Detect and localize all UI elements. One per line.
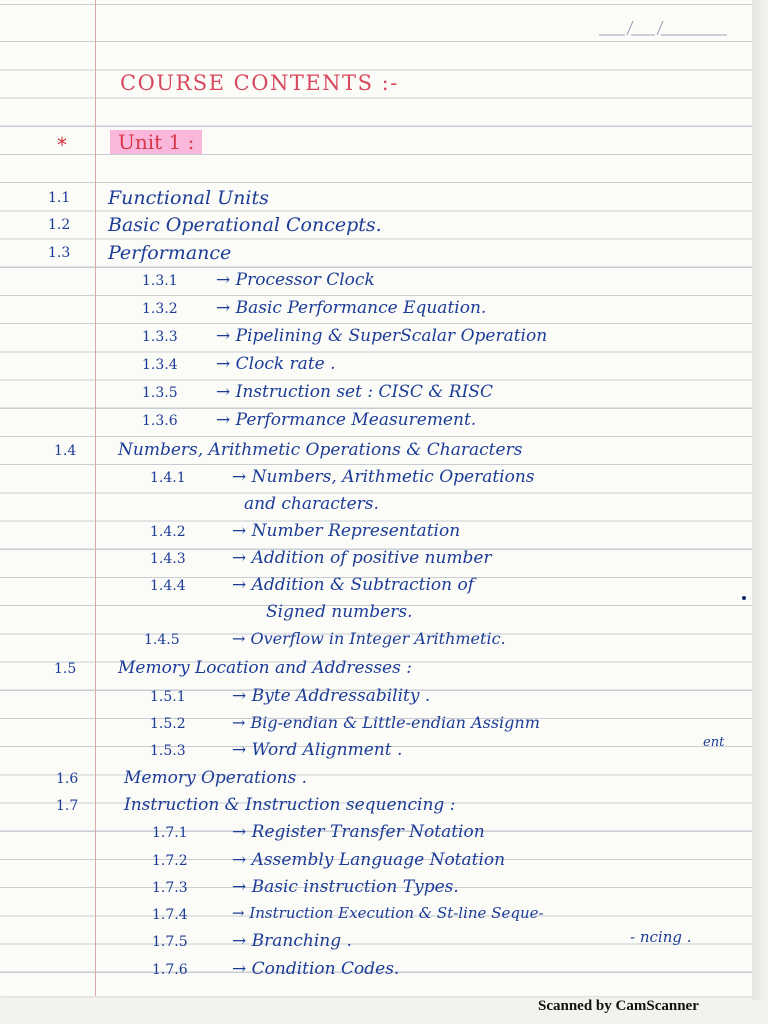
item-number: 1.3.4	[142, 357, 178, 373]
item-number: 1.2	[48, 217, 71, 233]
item-number: 1.6	[56, 771, 79, 787]
item-text: → Instruction set : CISC & RISC	[216, 382, 493, 402]
item-number: 1.5.2	[150, 716, 186, 732]
item-number: 1.5.1	[150, 689, 186, 705]
item-number: 1.4	[54, 443, 77, 459]
item-text: Memory Operations .	[124, 768, 308, 788]
item-number: 1.4.2	[150, 524, 186, 540]
list-item	[0, 768, 752, 792]
item-text: → Clock rate .	[216, 354, 336, 374]
list-item	[0, 602, 752, 626]
item-number: 1.7.1	[152, 825, 188, 841]
list-item	[0, 548, 752, 572]
list-item	[0, 740, 752, 764]
date-field-icon	[597, 18, 729, 40]
list-item	[0, 354, 752, 378]
item-number: 1.1	[48, 190, 71, 206]
item-number: 1.7.5	[152, 934, 188, 950]
list-item	[0, 326, 752, 350]
list-item	[0, 686, 752, 710]
list-item	[0, 187, 752, 211]
item-number: 1.7	[56, 798, 79, 814]
item-number: 1.7.3	[152, 880, 188, 896]
list-item	[0, 382, 752, 406]
item-text: → Instruction Execution & St-line Seque-	[232, 904, 544, 922]
item-number: 1.7.4	[152, 907, 188, 923]
item-text: → Overflow in Integer Arithmetic.	[232, 629, 506, 648]
list-item	[0, 928, 752, 952]
list-item	[0, 629, 752, 653]
item-number: 1.4.4	[150, 578, 186, 594]
item-text: - ncing .	[630, 928, 692, 946]
item-text: → Basic Performance Equation.	[216, 298, 487, 318]
item-text: → Number Representation	[232, 521, 461, 541]
item-text: Functional Units	[108, 187, 269, 209]
item-text: → Processor Clock	[216, 270, 375, 290]
item-text: Numbers, Arithmetic Operations & Characters	[118, 440, 523, 460]
item-text: → Addition of positive number	[232, 548, 492, 568]
item-text: Basic Operational Concepts.	[108, 214, 382, 236]
item-number: 1.4.1	[150, 470, 186, 486]
list-item	[0, 959, 752, 983]
item-text: ent	[703, 735, 725, 750]
item-number: 1.3.5	[142, 385, 178, 401]
item-number: 1.4.3	[150, 551, 186, 567]
item-text: → Condition Codes.	[232, 959, 400, 979]
item-text: → Basic instruction Types.	[232, 877, 459, 897]
item-text: Performance	[108, 242, 232, 264]
list-item	[0, 521, 752, 545]
unit-title: Unit 1 :	[110, 130, 202, 154]
list-item	[0, 877, 752, 901]
item-text: → Byte Addressability .	[232, 686, 431, 706]
list-item	[0, 904, 752, 928]
item-number: 1.3.6	[142, 413, 178, 429]
list-item	[0, 270, 752, 294]
list-item	[0, 298, 752, 322]
scanner-watermark: Scanned by CamScanner	[538, 998, 699, 1014]
ink-dot	[742, 596, 746, 600]
item-number: 1.4.5	[144, 632, 180, 648]
item-text: Signed numbers.	[266, 602, 413, 622]
item-text: → Branching .	[232, 931, 352, 951]
item-number: 1.5	[54, 661, 77, 677]
item-number: 1.3.3	[142, 329, 178, 345]
item-text: → Performance Measurement.	[216, 410, 477, 430]
item-text: Memory Location and Addresses :	[118, 658, 412, 678]
list-item	[0, 214, 752, 238]
list-item	[0, 575, 752, 599]
list-item	[0, 410, 752, 434]
item-number: 1.5.3	[150, 743, 186, 759]
item-number: 1.3.1	[142, 273, 178, 289]
list-item	[0, 658, 752, 682]
item-number: 1.7.2	[152, 853, 188, 869]
list-item	[0, 850, 752, 874]
item-number: 1.3.2	[142, 301, 178, 317]
item-text: → Register Transfer Notation	[232, 822, 485, 842]
list-item	[0, 440, 752, 464]
list-item	[0, 242, 752, 266]
list-item	[0, 822, 752, 846]
item-text: and characters.	[244, 494, 379, 514]
item-text: Instruction & Instruction sequencing :	[124, 795, 456, 815]
list-item	[0, 494, 752, 518]
list-item	[0, 795, 752, 819]
course-contents-heading: COURSE CONTENTS :-	[120, 71, 399, 95]
item-number: 1.7.6	[152, 962, 188, 978]
page-edge	[752, 0, 768, 1000]
item-number: 1.3	[48, 245, 71, 261]
item-text: → Numbers, Arithmetic Operations	[232, 467, 535, 487]
item-text: → Word Alignment .	[232, 740, 403, 760]
item-text: → Big-endian & Little-endian Assignm	[232, 713, 540, 732]
item-text: → Pipelining & SuperScalar Operation	[216, 326, 548, 346]
unit-marker: *	[57, 133, 67, 157]
list-item	[0, 713, 752, 737]
list-item	[0, 467, 752, 491]
item-text: → Addition & Subtraction of	[232, 575, 474, 595]
item-text: → Assembly Language Notation	[232, 850, 506, 870]
